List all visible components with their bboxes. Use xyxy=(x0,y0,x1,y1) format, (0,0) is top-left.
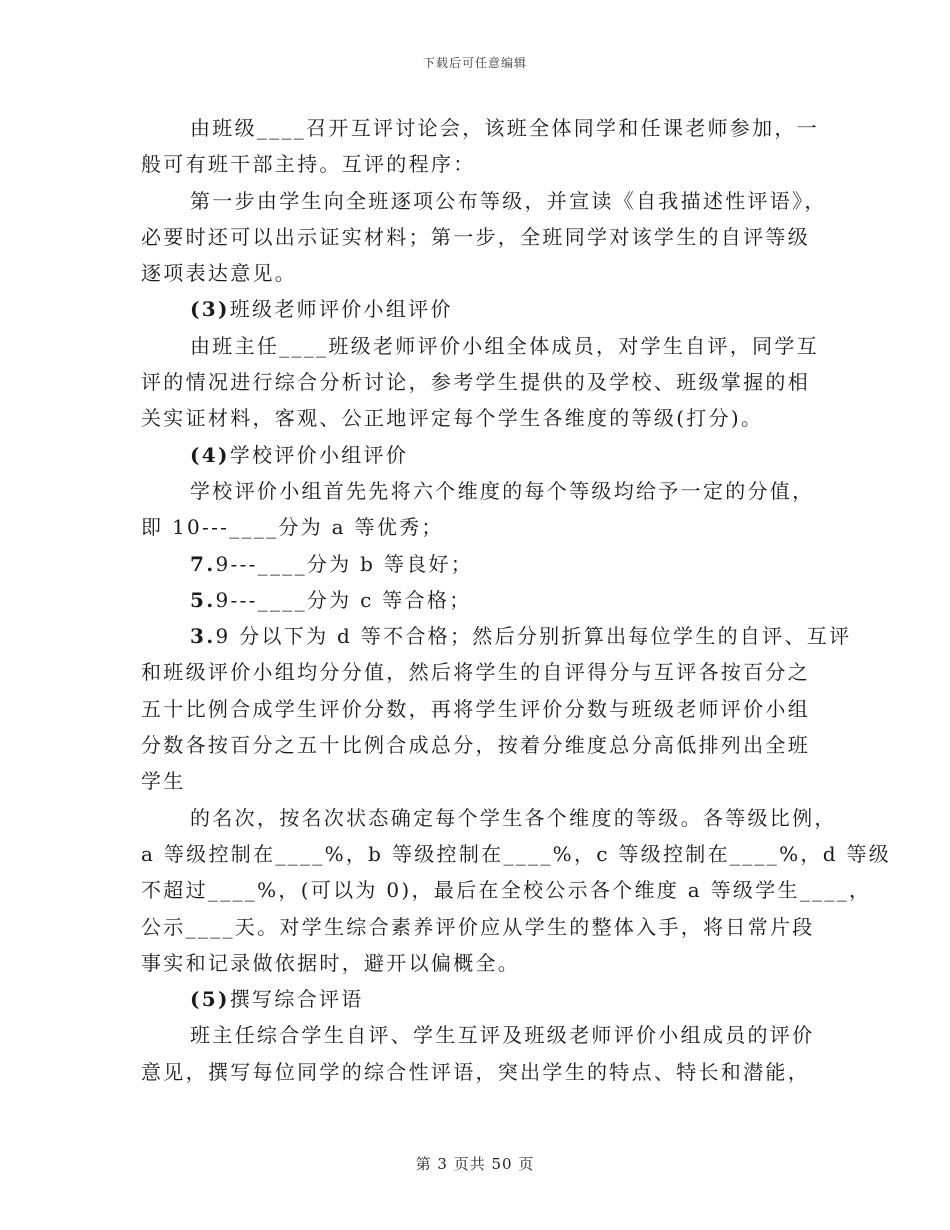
text-line xyxy=(141,146,809,182)
line-text: 五十比例合成学生评价分数，再将学生评价分数与班级老师评价小组 xyxy=(141,696,810,721)
line-text: 般可有班干部主持。互评的程序： xyxy=(141,152,476,177)
text-line xyxy=(141,872,872,908)
line-text: 9---____分为 b 等良好； xyxy=(215,551,474,576)
line-text: 的名次，按名次状态确定每个学生各个维度的等级。各等级比例， xyxy=(190,805,837,830)
line-text: 班级老师评价小组评价 xyxy=(229,297,453,322)
line-text: 学校评价小组评价 xyxy=(229,442,409,467)
text-line xyxy=(141,618,852,654)
body-text xyxy=(141,110,892,1090)
item-number: (3) xyxy=(190,297,230,322)
item-number: (5) xyxy=(190,987,230,1012)
line-text: 即 10---____分为 a 等优秀； xyxy=(141,515,444,540)
text-line xyxy=(141,546,809,582)
line-text: 第一步由学生向全班逐项公布等级，并宣读《自我描述性评语》， xyxy=(190,188,827,213)
text-line xyxy=(141,582,809,618)
text-line xyxy=(141,437,809,473)
text-line xyxy=(141,727,809,763)
text-line xyxy=(141,110,819,146)
text-line xyxy=(141,945,809,981)
line-text: 由班级____召开互评讨论会，该班全体同学和任课老师参加，一 xyxy=(190,116,819,140)
text-line xyxy=(141,1054,809,1090)
line-text: 意见，撰写每位同学的综合性评语，突出学生的特点、特长和潜能， xyxy=(141,1059,810,1084)
text-line xyxy=(141,836,892,872)
item-number: 3. xyxy=(190,624,216,649)
line-text: 关实证材料，客观、公正地评定每个学生各维度的等级(打分)。 xyxy=(141,406,764,431)
item-number: (4) xyxy=(190,442,230,467)
line-text: 逐项表达意见。 xyxy=(141,261,298,286)
line-text: 必要时还可以出示证实材料；第一步，全班同学对该学生的自评等级 xyxy=(141,224,810,249)
text-line xyxy=(141,1017,815,1053)
line-text: 评的情况进行综合分析讨论，参考学生提供的及学校、班级掌握的相 xyxy=(141,370,810,395)
text-line xyxy=(141,800,837,836)
line-text: 不超过____%，(可以为 0)，最后在全校公示各个维度 a 等级学生____， xyxy=(141,878,872,903)
line-text: 学校评价小组首先先将六个维度的每个等级均给予一定的分值， xyxy=(190,478,815,503)
text-line xyxy=(141,328,819,364)
text-line xyxy=(141,691,809,727)
line-text: 分数各按百分之五十比例合成总分，按着分维度总分高低排列出全班 xyxy=(141,733,810,758)
text-line xyxy=(141,400,809,436)
line-text: 9 分以下为 d 等不合格；然后分别折算出每位学生的自评、互评 xyxy=(215,624,852,649)
text-line xyxy=(141,509,809,545)
item-number: 7. xyxy=(190,551,216,576)
text-line xyxy=(141,981,809,1017)
header-note: 下载后可任意编辑 xyxy=(422,56,527,70)
page-number: 第 3 页共 50 页 xyxy=(415,1155,535,1173)
text-line xyxy=(141,364,809,400)
line-text: a 等级控制在____%，b 等级控制在____%，c 等级控制在____%，d 等级 xyxy=(141,841,892,866)
item-number: 5. xyxy=(190,587,216,612)
line-text: 班主任综合学生自评、学生互评及班级老师评价小组成员的评价 xyxy=(190,1023,815,1048)
text-line xyxy=(141,219,809,255)
text-line xyxy=(141,909,815,945)
text-line xyxy=(141,654,809,690)
line-text: 由班主任____班级老师评价小组全体成员，对学生自评，同学互 xyxy=(190,333,819,358)
line-text: 和班级评价小组均分分值，然后将学生的自评得分与互评各按百分之 xyxy=(141,660,810,685)
line-text: 学生 xyxy=(141,769,186,794)
text-line xyxy=(141,291,809,327)
text-line xyxy=(141,473,815,509)
line-text: 事实和记录做依据时，避开以偏概全。 xyxy=(141,950,521,975)
text-line xyxy=(141,255,809,291)
line-text: 9---____分为 c 等合格； xyxy=(215,587,472,612)
line-text: 公示____天。对学生综合素养评价应从学生的整体入手，将日常片段 xyxy=(141,914,815,939)
text-line xyxy=(141,763,809,799)
text-line xyxy=(141,183,827,219)
line-text: 撰写综合评语 xyxy=(229,987,364,1012)
